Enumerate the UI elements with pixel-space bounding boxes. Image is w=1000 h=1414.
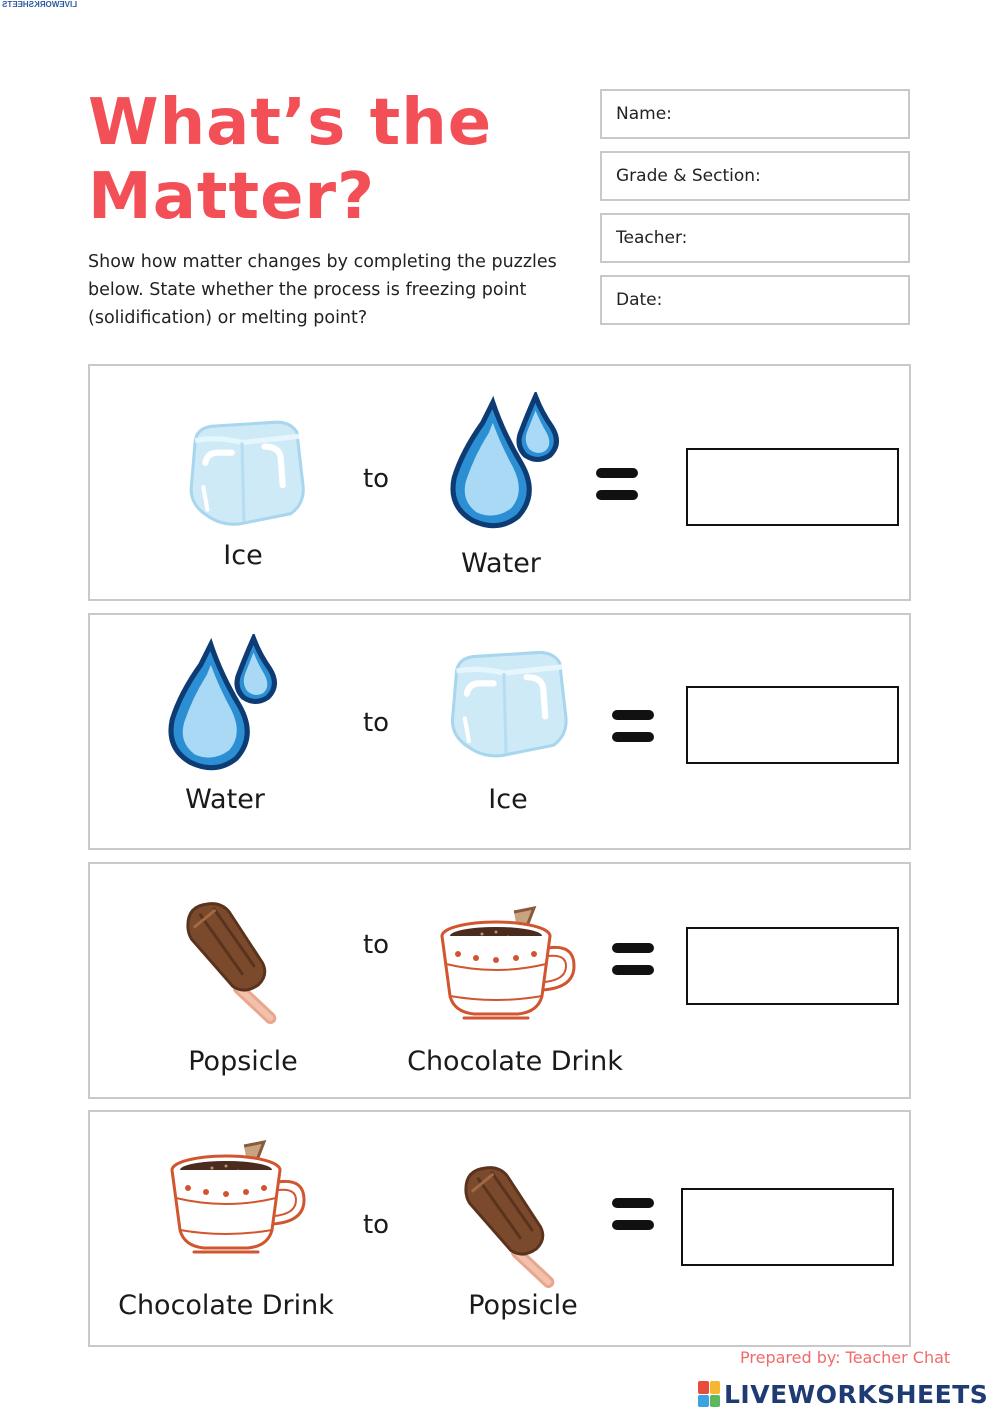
puzzle-3-from-label: Popsicle xyxy=(188,1046,298,1077)
water-drops-icon xyxy=(442,392,564,530)
puzzle-1-answer-box[interactable] xyxy=(686,448,899,526)
liveworksheets-logo[interactable] xyxy=(698,1378,988,1410)
grade-section-label: Grade & Section: xyxy=(616,166,761,186)
date-label: Date: xyxy=(616,290,663,310)
instructions-text: Show how matter changes by completing the puzzles below. State whether the process is freezing point (solidification) or melting point? xyxy=(88,252,557,328)
popsicle-icon xyxy=(456,1162,574,1290)
grade-section-field[interactable] xyxy=(600,151,910,201)
water-drops-icon xyxy=(160,634,282,772)
puzzle-1-from-label: Ice xyxy=(223,540,263,571)
puzzle-4-answer-box[interactable] xyxy=(681,1188,894,1266)
chocolate-drink-icon xyxy=(434,900,584,1028)
puzzle-2-to-label: Ice xyxy=(488,784,528,815)
name-field[interactable] xyxy=(600,89,910,139)
title-line-1: What’s the xyxy=(88,86,493,160)
puzzle-2-from-label: Water xyxy=(185,784,265,815)
prepared-by-credit: Prepared by: Teacher Chat xyxy=(740,1348,951,1367)
puzzle-2-answer-box[interactable] xyxy=(686,686,899,764)
equals-sign xyxy=(596,468,638,500)
chocolate-drink-icon xyxy=(164,1134,314,1262)
liveworksheets-wordmark: LIVEWORKSHEETS xyxy=(724,1379,989,1409)
worksheet-title xyxy=(88,86,588,234)
puzzle-3-to-label: Chocolate Drink xyxy=(407,1046,623,1077)
ice-cube-icon xyxy=(176,412,310,534)
equals-sign xyxy=(612,943,654,975)
name-label: Name: xyxy=(616,104,672,124)
teacher-label: Teacher: xyxy=(616,228,688,248)
puzzle-4-from-label: Chocolate Drink xyxy=(118,1290,334,1321)
puzzle-4-connector: to xyxy=(362,1210,390,1240)
teacher-field[interactable] xyxy=(600,213,910,263)
ice-cube-icon xyxy=(438,642,572,766)
puzzle-1-connector: to xyxy=(362,464,390,494)
title-line-2: Matter? xyxy=(88,160,376,234)
date-field[interactable] xyxy=(600,275,910,325)
mirrored-site-logo: LIVEWORKSHEETS xyxy=(2,0,78,9)
puzzle-2-connector: to xyxy=(362,708,390,738)
puzzle-3-answer-box[interactable] xyxy=(686,927,899,1005)
liveworksheets-mark-icon xyxy=(698,1381,720,1407)
puzzle-3-connector: to xyxy=(362,930,390,960)
equals-sign xyxy=(612,1198,654,1230)
puzzle-4-to-label: Popsicle xyxy=(468,1290,578,1321)
popsicle-icon xyxy=(178,898,296,1026)
puzzle-1-to-label: Water xyxy=(461,548,541,579)
equals-sign xyxy=(612,710,654,742)
